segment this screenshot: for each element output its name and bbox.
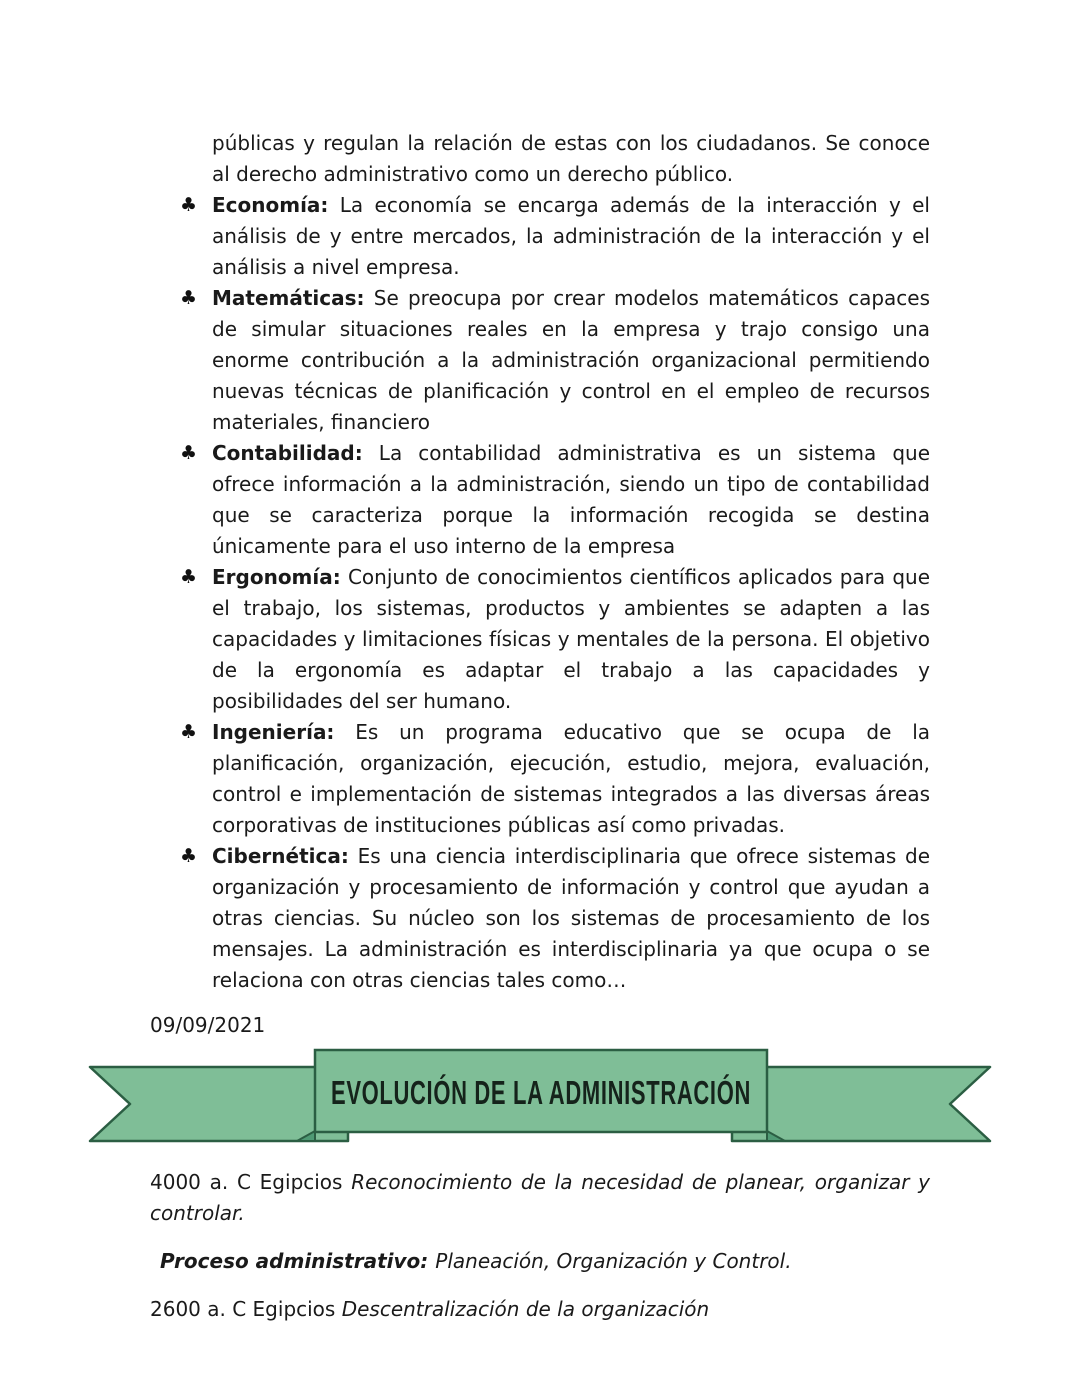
club-bullet-icon: ♣	[180, 845, 198, 867]
term-description: Es un programa educativo que se ocupa de la planificación, organización, ejecución, estudio, mejora, evaluación, control e implementación de sistemas integrados a las diversas áreas corporativas de instituciones públicas así como privadas.	[212, 720, 931, 837]
date-label: 09/09/2021	[150, 1013, 266, 1037]
term-label: Economía:	[212, 193, 329, 217]
ribbon-left-tail	[90, 1067, 348, 1141]
timeline-paragraph-3	[150, 1294, 930, 1325]
section-banner	[88, 1047, 992, 1151]
term-description: Se preocupa por crear modelos matemáticos capaces de simular situaciones reales en la empresa y trajo consigo una enorme contribución a la administración organizacional permitiendo nuevas técnicas de planificación y control en el empleo de recursos materiales, financiero	[212, 286, 930, 434]
term-description: Conjunto de conocimientos científicos aplicados para que el trabajo, los sistemas, productos y ambientes se adapten a las capacidades y limitaciones físicas y mentales de la persona. El objetivo de la ergonomía es adaptar el trabajo a las capacidades y posibilidades del ser humano.	[212, 565, 931, 713]
term-description: La economía se encarga además de la interacción y el análisis de y entre mercados, la administración de la interacción y el análisis a nivel empresa.	[212, 193, 930, 279]
continuation-paragraph: públicas y regulan la relación de estas con los ciudadanos. Se conoce al derecho administrativo como un derecho público.	[212, 131, 930, 186]
list-item	[150, 841, 930, 996]
notes-body	[150, 0, 930, 1041]
list-item	[150, 438, 930, 562]
timeline-lead: Proceso administrativo:	[160, 1249, 436, 1273]
timeline-lead: 2600 a. C Egipcios	[150, 1297, 342, 1321]
term-description: Es una ciencia interdisciplinaria que ofrece sistemas de organización y procesamiento de información y control que ayudan a otras ciencias. Su núcleo son los sistemas de procesamiento de los mensajes. La administración es interdisciplinaria ya que ocupa o se relaciona con otras ciencias tales como…	[212, 844, 930, 992]
term-label: Matemáticas:	[212, 286, 365, 310]
disciplines-list	[150, 190, 930, 996]
term-label: Contabilidad:	[212, 441, 363, 465]
list-item	[150, 717, 930, 841]
club-bullet-icon: ♣	[180, 721, 198, 743]
timeline-detail: Planeación, Organización y Control.	[435, 1249, 792, 1273]
list-item	[150, 283, 930, 438]
timeline-lead: 4000 a. C Egipcios	[150, 1170, 352, 1194]
timeline-paragraph-1	[150, 1167, 930, 1229]
term-label: Cibernética:	[212, 844, 349, 868]
term-label: Ergonomía:	[212, 565, 341, 589]
banner-title: EVOLUCIÓN DE LA ADMINISTRACIÓN	[331, 1074, 751, 1111]
club-bullet-icon: ♣	[180, 194, 198, 216]
list-item	[150, 190, 930, 283]
timeline-section	[150, 1151, 930, 1325]
timeline-detail: Reconocimiento de la necesidad de planear, organizar y controlar.	[150, 1170, 930, 1225]
term-description: La contabilidad administrativa es un sistema que ofrece información a la administración, siendo un tipo de contabilidad que se caracteriza porque la información recogida se destina únicamente para el uso interno de la empresa	[212, 441, 931, 558]
club-bullet-icon: ♣	[180, 442, 198, 464]
timeline-paragraph-2	[150, 1246, 930, 1277]
club-bullet-icon: ♣	[180, 566, 198, 588]
list-item	[150, 562, 930, 717]
term-label: Ingeniería:	[212, 720, 335, 744]
club-bullet-icon: ♣	[180, 287, 198, 309]
ribbon-right-tail	[732, 1067, 990, 1141]
timeline-detail: Descentralización de la organización	[341, 1297, 710, 1321]
